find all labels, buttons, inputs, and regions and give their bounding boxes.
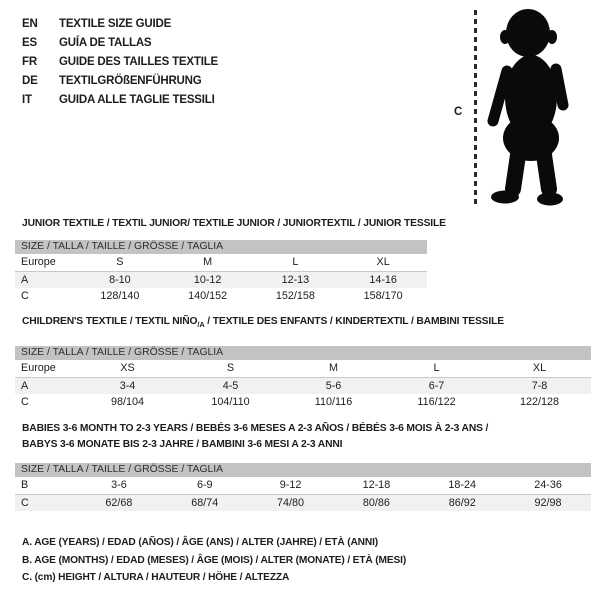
size-cell: 68/74 bbox=[191, 497, 219, 509]
childrens-table-title bbox=[22, 316, 504, 329]
footnote-a: A. AGE (YEARS) / EDAD (AÑOS) / ÂGE (ANS) / ALTER (JAHRE) / ETÀ (ANNI) bbox=[22, 537, 379, 548]
table-row-b bbox=[15, 477, 591, 494]
babies-table bbox=[15, 463, 591, 511]
size-cell: 158/170 bbox=[363, 290, 403, 302]
table-row-europe bbox=[15, 360, 591, 377]
size-cell: 152/158 bbox=[275, 290, 315, 302]
language-code: FR bbox=[22, 55, 37, 68]
language-row-es bbox=[22, 33, 218, 52]
language-title: GUIDA ALLE TAGLIE TESSILI bbox=[59, 93, 215, 106]
size-cell: 98/104 bbox=[110, 396, 145, 408]
size-cell: S bbox=[226, 362, 235, 374]
size-cell: 62/68 bbox=[105, 497, 133, 509]
language-title: TEXTILGRÖßENFÜHRUNG bbox=[59, 74, 202, 87]
size-cell: 140/152 bbox=[188, 290, 228, 302]
size-cell: XL bbox=[376, 256, 390, 268]
table-title-line2: BABYS 3-6 MONATE BIS 2-3 JAHRE / BAMBINI 3-6 MESI A 2-3 ANNI bbox=[22, 439, 343, 450]
size-cell: L bbox=[292, 256, 299, 268]
table-title-subscript: /A bbox=[197, 320, 205, 330]
size-cell: 12-13 bbox=[281, 274, 310, 286]
size-header-band: SIZE / TALLA / TAILLE / GRÖSSE / TAGLIA bbox=[15, 240, 427, 254]
row-label: Europe bbox=[21, 362, 56, 374]
size-cell: M bbox=[329, 362, 338, 374]
size-cell: 18-24 bbox=[448, 479, 477, 491]
size-header-band: SIZE / TALLA / TAILLE / GRÖSSE / TAGLIA bbox=[15, 346, 591, 360]
measure-label-c: C bbox=[454, 106, 463, 118]
size-cell: 4-5 bbox=[222, 380, 239, 392]
junior-table bbox=[15, 240, 427, 305]
size-cell: 14-16 bbox=[369, 274, 397, 286]
row-label: Europe bbox=[21, 256, 56, 268]
childrens-table bbox=[15, 346, 591, 411]
size-cell: 6-9 bbox=[196, 479, 213, 491]
height-measure-dashed-line bbox=[474, 10, 477, 208]
size-cell: 116/122 bbox=[417, 396, 456, 408]
footnote-list bbox=[22, 534, 406, 587]
table-row-europe bbox=[15, 254, 427, 271]
size-cell: 86/92 bbox=[448, 497, 476, 509]
row-label: C bbox=[21, 497, 29, 509]
row-label: B bbox=[21, 479, 29, 491]
size-cell: 7-8 bbox=[531, 380, 548, 392]
size-cell: 8-10 bbox=[109, 274, 131, 286]
baby-silhouette-icon bbox=[480, 5, 578, 210]
table-title-line1: BABIES 3-6 MONTH TO 2-3 YEARS / BEBÉS 3-6 MESES A 2-3 AÑOS / BÉBÉS 3-6 MOIS À 2-3 ANS / bbox=[22, 423, 489, 434]
row-label: A bbox=[21, 274, 29, 286]
language-row-it bbox=[22, 90, 218, 109]
size-cell: 80/86 bbox=[362, 497, 390, 509]
footnote-b: B. AGE (MONTHS) / EDAD (MESES) / ÂGE (MOIS) / ALTER (MONATE) / ETÀ (MESI) bbox=[22, 554, 407, 566]
language-code: EN bbox=[22, 17, 38, 30]
row-label: C bbox=[21, 396, 29, 408]
size-cell: S bbox=[116, 256, 124, 268]
table-row-a bbox=[15, 377, 591, 394]
size-cell: XS bbox=[120, 362, 135, 374]
language-row-fr bbox=[22, 52, 218, 71]
size-cell: 110/116 bbox=[314, 396, 353, 408]
language-title: TEXTILE SIZE GUIDE bbox=[59, 17, 172, 30]
size-cell: M bbox=[203, 256, 213, 268]
size-cell: 122/128 bbox=[519, 396, 560, 408]
row-label: A bbox=[21, 380, 29, 392]
size-cell: 6-7 bbox=[428, 380, 445, 392]
table-row-c bbox=[15, 288, 427, 305]
table-title-text: / TEXTILE DES ENFANTS / KINDERTEXTIL / BAMBINI TESSILE bbox=[204, 316, 504, 327]
language-code: DE bbox=[22, 74, 38, 87]
babies-table-title bbox=[22, 421, 582, 453]
table-title-text: CHILDREN'S TEXTILE / TEXTIL NIÑO bbox=[22, 316, 198, 327]
size-cell: L bbox=[433, 362, 440, 374]
size-cell: 9-12 bbox=[279, 479, 302, 491]
size-cell: 128/140 bbox=[100, 290, 140, 302]
language-code: IT bbox=[22, 93, 32, 106]
size-cell: 74/80 bbox=[277, 497, 305, 509]
language-code: ES bbox=[22, 36, 37, 49]
table-row-a bbox=[15, 271, 427, 288]
size-cell: 92/98 bbox=[534, 497, 562, 509]
language-title: GUÍA DE TALLAS bbox=[59, 36, 152, 49]
language-title: GUIDE DES TAILLES TEXTILE bbox=[59, 55, 218, 68]
size-header-band: SIZE / TALLA / TAILLE / GRÖSSE / TAGLIA bbox=[15, 463, 591, 477]
size-cell: 24-36 bbox=[534, 479, 562, 491]
junior-table-title: JUNIOR TEXTILE / TEXTIL JUNIOR/ TEXTILE JUNIOR / JUNIORTEXTIL / JUNIOR TESSILE bbox=[22, 218, 446, 229]
size-cell: 104/110 bbox=[211, 396, 250, 408]
size-cell: XL bbox=[532, 362, 547, 374]
language-list bbox=[22, 14, 218, 109]
language-row-en bbox=[22, 14, 218, 33]
row-label: C bbox=[21, 290, 29, 302]
table-row-c bbox=[15, 394, 591, 411]
table-row-c bbox=[15, 494, 591, 511]
size-cell: 3-4 bbox=[119, 380, 136, 392]
language-row-de bbox=[22, 71, 218, 90]
size-cell: 5-6 bbox=[325, 380, 342, 392]
size-cell: 10-12 bbox=[193, 274, 222, 286]
size-cell: 12-18 bbox=[362, 479, 391, 491]
footnote-c: C. (cm) HEIGHT / ALTURA / HAUTEUR / HÖHE / ALTEZZA bbox=[22, 572, 290, 583]
size-cell: 3-6 bbox=[111, 479, 127, 491]
